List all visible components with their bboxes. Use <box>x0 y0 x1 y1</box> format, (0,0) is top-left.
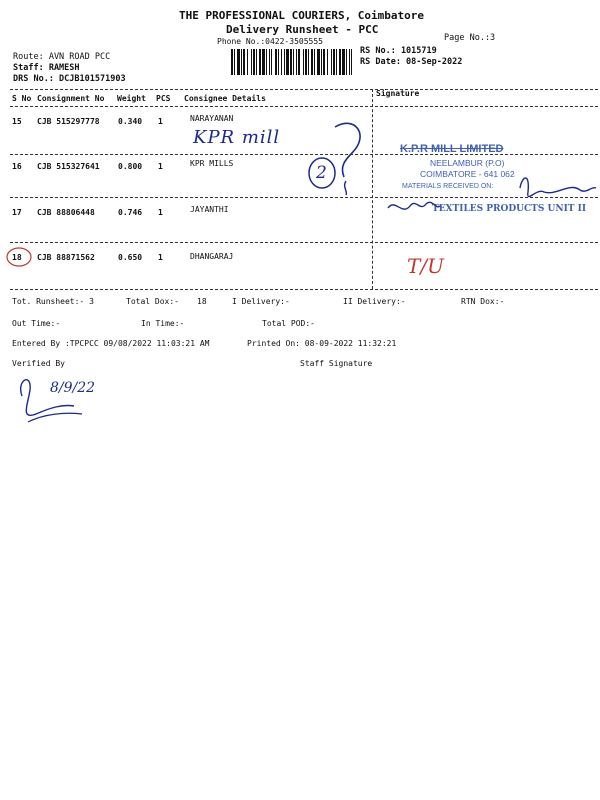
row-17-consignee: JAYANTHI <box>190 205 229 214</box>
stamp-line-2: COIMBATORE - 641 062 <box>420 169 515 179</box>
col-pcs: PCS <box>156 94 171 103</box>
verifier-signature <box>14 368 124 428</box>
col-weight: Weight <box>117 94 146 103</box>
barcode-bar <box>331 49 332 75</box>
barcode-bar <box>339 49 341 75</box>
barcode-bar <box>314 49 315 75</box>
barcode-bar <box>275 49 277 75</box>
drs-number: DRS No.: DCJB101571903 <box>13 74 126 84</box>
barcode-bar <box>346 49 347 75</box>
barcode-bar <box>269 49 270 75</box>
handwritten-note-kpr-mill: KPR mill <box>193 127 281 148</box>
ii-delivery: II Delivery:- <box>343 297 406 306</box>
barcode-bar <box>296 49 297 75</box>
row-17-weight: 0.746 <box>118 208 143 217</box>
row-16-consignment: CJB 515327641 <box>37 162 100 171</box>
barcode-bar <box>253 49 255 75</box>
col-sno: S No <box>12 94 32 103</box>
barcode-bar <box>336 49 337 75</box>
stamp-line-1: NEELAMBUR (P.O) <box>430 158 505 168</box>
barcode-bar <box>342 49 345 75</box>
barcode-bar <box>327 49 328 75</box>
row-15-consignee: NARAYANAN <box>190 114 234 123</box>
barcode-bar <box>311 49 313 75</box>
printed-on: Printed On: 08-09-2022 11:32:21 <box>247 339 397 348</box>
stamp-company-name: K.P.R MILL LIMITED <box>400 143 504 155</box>
row-18-weight: 0.650 <box>118 253 143 262</box>
row-16-pcs: 1 <box>158 162 163 171</box>
barcode-bar <box>303 49 304 75</box>
barcode-bar <box>247 49 248 75</box>
barcode-bar <box>271 49 272 75</box>
stamp-line-4: TEXTILES PRODUCTS UNIT II <box>432 204 587 214</box>
handwritten-question-mark <box>300 115 370 205</box>
row-17-consignment: CJB 88806448 <box>37 208 95 217</box>
route: Route: AVN ROAD PCC <box>13 52 111 62</box>
barcode-bar <box>259 49 261 75</box>
rs-number: RS No.: 1015719 <box>360 46 437 56</box>
rtn-dox: RTN Dox:- <box>461 297 505 306</box>
row-17-rule <box>10 242 598 243</box>
row-16-sno: 16 <box>12 162 22 171</box>
barcode-bar <box>333 49 335 75</box>
rs-date: RS Date: 08-Sep-2022 <box>360 57 463 67</box>
barcode-bar <box>323 49 325 75</box>
barcode-bar <box>281 49 282 75</box>
row-18-consignment: CJB 88871562 <box>37 253 95 262</box>
row-17-pcs: 1 <box>158 208 163 217</box>
staff-signature-label: Staff Signature <box>300 359 373 368</box>
table-top-rule <box>10 89 598 90</box>
barcode-bar <box>256 49 257 75</box>
total-dox-label: Total Dox:- <box>126 297 179 306</box>
barcode-bar <box>298 49 300 75</box>
col-consignee: Consignee Details <box>184 94 266 103</box>
row-15-weight: 0.340 <box>118 117 143 126</box>
barcode-bar <box>305 49 307 75</box>
page-number: Page No.:3 <box>444 33 496 43</box>
row-16-consignee: KPR MILLS <box>190 159 234 168</box>
barcode-bar <box>290 49 292 75</box>
i-delivery: I Delivery:- <box>232 297 290 306</box>
barcode-bar <box>243 49 245 75</box>
barcode-bar <box>241 49 242 75</box>
handwritten-circled-number: 2 <box>316 163 327 183</box>
barcode-bar <box>349 49 350 75</box>
row-15-consignment: CJB 515297778 <box>37 117 100 126</box>
barcode-bar <box>262 49 265 75</box>
sno-circle-mark <box>4 246 34 268</box>
barcode-bar <box>251 49 252 75</box>
staff: Staff: RAMESH <box>13 63 80 73</box>
row-15-sno: 15 <box>12 117 22 126</box>
barcode-bar <box>308 49 309 75</box>
verified-date: 8/9/22 <box>50 380 96 396</box>
total-runsheet: Tot. Runsheet:- 3 <box>12 297 94 306</box>
barcode-bar <box>237 49 240 75</box>
signature-column-divider <box>372 89 373 289</box>
row-18-consignee: DHANGARAJ <box>190 252 234 261</box>
barcode-bar <box>284 49 285 75</box>
receiver-signature <box>380 168 598 228</box>
barcode-bar <box>293 49 294 75</box>
col-signature: Signature <box>376 89 420 98</box>
table-header-rule <box>10 106 598 107</box>
total-dox-value: 18 <box>197 297 207 306</box>
col-consignment: Consignment No <box>37 94 105 103</box>
barcode-bar <box>231 49 233 75</box>
barcode-bar <box>234 49 235 75</box>
document-title: Delivery Runsheet - PCC <box>226 23 379 36</box>
total-pod: Total POD:- <box>262 319 315 328</box>
row-16-weight: 0.800 <box>118 162 143 171</box>
barcode-bar <box>266 49 267 75</box>
handwritten-note-tu: T/U <box>407 254 444 278</box>
phone-number: Phone No.:0422-3505555 <box>217 37 323 46</box>
barcode <box>231 49 355 75</box>
entered-by: Entered By :TPCPCC 09/08/2022 11:03:21 AM <box>12 339 210 348</box>
table-bottom-rule <box>10 289 598 290</box>
out-time: Out Time:- <box>12 319 61 328</box>
barcode-bar <box>351 49 352 75</box>
row-15-pcs: 1 <box>158 117 163 126</box>
in-time: In Time:- <box>141 319 185 328</box>
company-name: THE PROFESSIONAL COURIERS, Coimbatore <box>179 9 425 22</box>
barcode-bar <box>321 49 322 75</box>
barcode-bar <box>286 49 289 75</box>
row-18-pcs: 1 <box>158 253 163 262</box>
row-17-sno: 17 <box>12 208 22 217</box>
barcode-bar <box>278 49 279 75</box>
stamp-line-3: MATERIALS RECEIVED ON: <box>402 183 494 190</box>
barcode-bar <box>317 49 320 75</box>
row-18-sno: 18 <box>12 253 22 262</box>
verified-by: Verified By <box>12 359 65 368</box>
